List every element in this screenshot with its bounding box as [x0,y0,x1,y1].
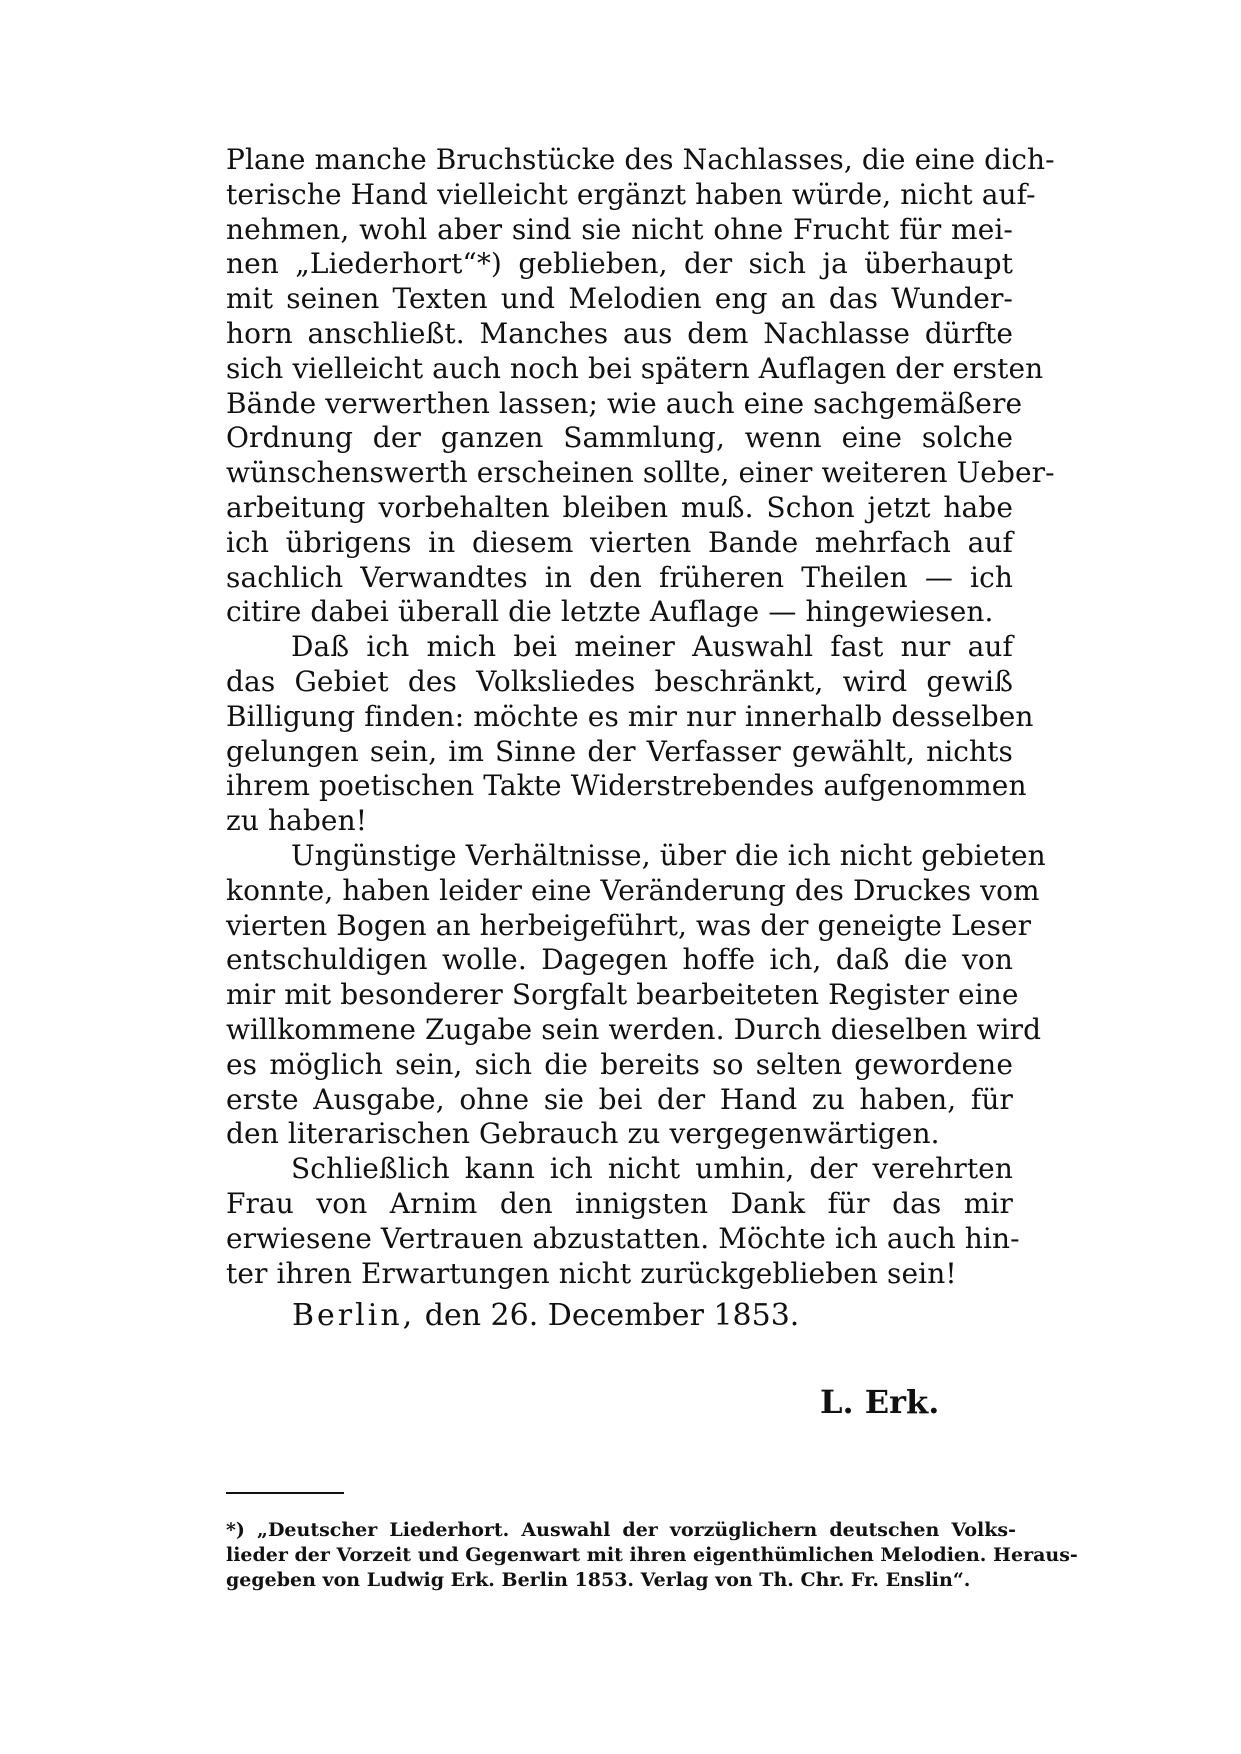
text-line: konnte, haben leider eine Veränderung des Druckes vom [226,873,1040,907]
text-line: wünschenswerth erscheinen sollte, einer weiteren Ueber- [226,456,1055,490]
text-line: citire dabei überall die letzte Auflage — hingewiesen. [226,595,994,629]
text-line: nen „Liederhort“*) geblieben, der sich ja überhaupt [226,247,1013,281]
text-line: Plane manche Bruchstücke des Nachlasses, die eine dich- [226,143,1055,176]
paragraph-start-line: Schließlich kann ich nicht umhin, der verehrten [291,1152,1013,1186]
text-line: Bände verwerthen lassen; wie auch eine sachgemäßere [226,386,1023,420]
text-line: terische Hand vielleicht ergänzt haben würde, nicht auf- [226,177,1036,211]
text-line: sachlich Verwandtes in den früheren Theilen — ich [226,560,1013,594]
text-line: entschuldigen wolle. Dagegen hoffe ich, daß die von [226,943,1013,977]
text-line: den literarischen Gebrauch zu vergegenwärtigen. [226,1117,940,1151]
footnote-divider [226,1492,344,1494]
paragraph-start-line: Daß ich mich bei meiner Auswahl fast nur auf [291,630,1013,664]
text-line: arbeitung vorbehalten bleiben muß. Schon jetzt habe [226,490,1013,524]
footnote-line: lieder der Vorzeit und Gegenwart mit ihren eigenthümlichen Melodien. Heraus- [226,1544,1078,1566]
text-line: willkommene Zugabe sein werden. Durch dieselben wird [226,1012,1042,1046]
text-line: ihrem poetischen Takte Widerstrebendes aufgenommen [226,769,1027,803]
text-line: vierten Bogen an herbeigeführt, was der geneigte Leser [226,908,1032,942]
text-line: Frau von Arnim den innigsten Dank für das mir [226,1186,1013,1220]
text-line: horn anschließt. Manches aus dem Nachlasse dürfte [226,316,1013,350]
text-line: erste Ausgabe, ohne sie bei der Hand zu haben, für [226,1082,1013,1116]
footnote-line: *) „Deutscher Liederhort. Auswahl der vorzüglichern deutschen Volks- [226,1519,1016,1541]
text-line: nehmen, wohl aber sind sie nicht ohne Frucht für mei- [226,212,1013,246]
text-line: zu haben! [226,804,368,838]
text-line: ich übrigens in diesem vierten Bande mehrfach auf [226,525,1013,559]
place-name: Berlin, [292,1298,416,1333]
body-text [226,143,1055,1291]
date-text: den 26. December 1853. [424,1298,800,1333]
text-line: sich vielleicht auch noch bei spätern Auflagen der ersten [226,351,1044,385]
text-line: das Gebiet des Volksliedes beschränkt, wird gewiß [226,664,1013,698]
text-line: ter ihren Erwartungen nicht zurückgeblieben sein! [226,1256,957,1290]
paragraph-start-line: Ungünstige Verhältnisse, über die ich nicht gebieten [291,838,1046,872]
footnote-line: gegeben von Ludwig Erk. Berlin 1853. Verlag von Th. Chr. Fr. Enslin“. [226,1569,971,1591]
signature: L. Erk. [820,1383,940,1421]
text-line: Ordnung der ganzen Sammlung, wenn eine solche [226,421,1013,455]
text-line: mit seinen Texten und Melodien eng an das Wunder- [226,282,1013,316]
text-line: es möglich sein, sich die bereits so selten gewordene [226,1047,1013,1081]
text-line: erwiesene Vertrauen abzustatten. Möchte ich auch hin- [226,1221,1020,1255]
text-line: gelungen sein, im Sinne der Verfasser gewählt, nichts [226,734,1013,768]
place-date-line [292,1296,799,1336]
footnote [226,1518,1078,1593]
text-line: mir mit besonderer Sorgfalt bearbeiteten Register eine [226,978,1019,1012]
text-line: Billigung finden: möchte es mir nur innerhalb desselben [226,699,1034,733]
